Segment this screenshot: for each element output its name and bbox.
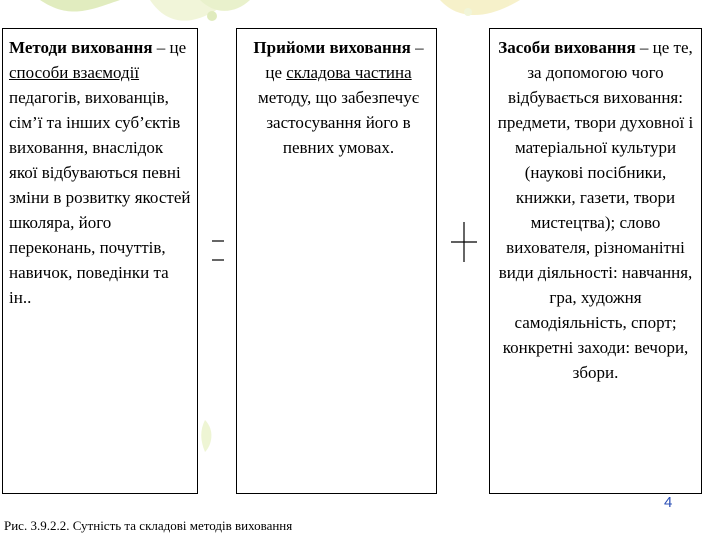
methods-dash: – це [152, 38, 187, 57]
dot-decor-icon [464, 8, 472, 16]
page-number: 4 [664, 494, 673, 511]
means-definition-text [494, 35, 697, 385]
techniques-definition-box [236, 28, 437, 494]
leaf-decor-icon [40, 0, 120, 12]
methods-term: Методи виховання [9, 38, 153, 57]
techniques-term: Прийоми виховання [253, 38, 411, 57]
minus-sign [208, 236, 228, 266]
figure-caption: Рис. 3.9.2.2. Сутність та складові методів виховання [4, 518, 293, 533]
means-rest: – це те, за допомогою чого відбувається виховання: предмети, твори духовної і матеріальної культури (наукові посібники, книжки, газети, твори мистецтва); слово вихователя, різноманітні види діяльності: навчання, гра, художня самодіяльність, спорт; конкретні заходи: вечори, збори. [497, 38, 694, 382]
methods-definition-box [2, 28, 198, 494]
methods-underlined: способи взаємодії [9, 63, 140, 82]
means-term: Засоби виховання [498, 38, 636, 57]
methods-definition-text [9, 35, 193, 310]
techniques-dash: – це [265, 38, 424, 82]
dot-decor-icon [207, 11, 217, 21]
plus-sign [449, 220, 479, 264]
methods-rest: педагогів, вихованців, сім’ї та інших суб’єктів виховання, внаслідок якої відбуваються певні зміни в розвитку якостей школяра, його переконань, почуттів, навичок, поведінки та ін.. [9, 88, 191, 307]
techniques-definition-text [245, 35, 432, 160]
means-definition-box [489, 28, 702, 494]
techniques-underlined: складова частина [286, 63, 412, 82]
minus-sign-label: - [208, 236, 209, 237]
leaf-decor-icon [201, 420, 211, 452]
leaf-decor-icon [440, 0, 520, 15]
plus-sign-label: + [449, 220, 450, 221]
techniques-rest: методу, що забезпечує застосування його в певних умовах. [257, 88, 420, 157]
